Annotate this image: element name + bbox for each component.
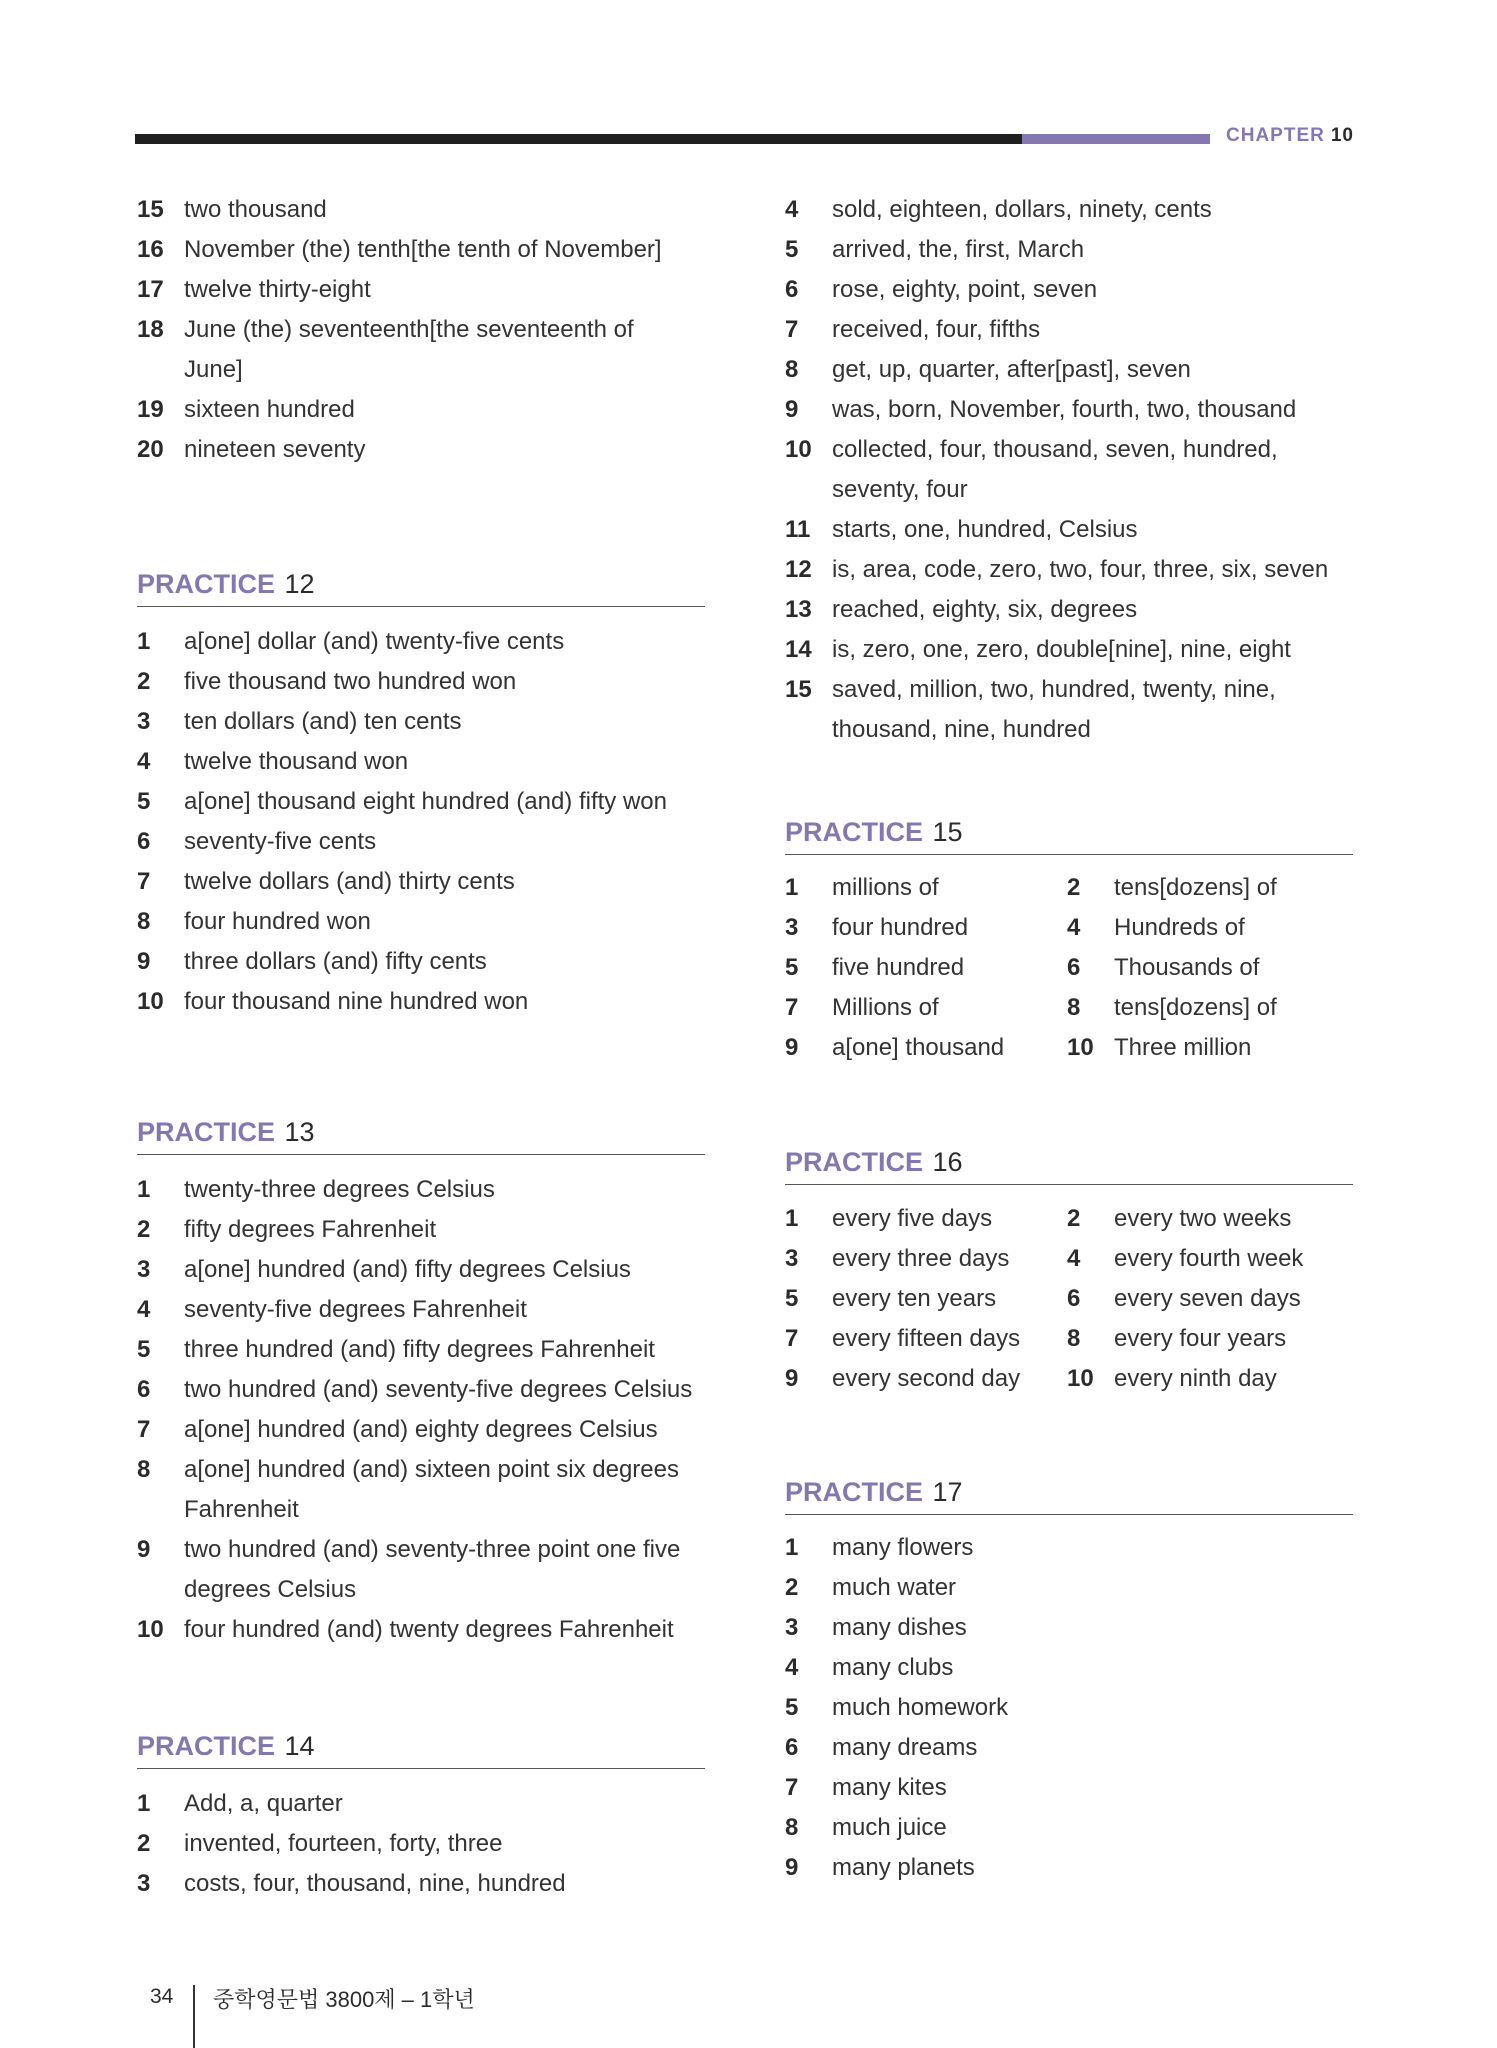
practice-15-list — [785, 868, 1353, 1068]
answer-row — [785, 948, 1353, 988]
item-number: 8 — [137, 908, 151, 935]
item-text: five thousand two hundred won — [184, 668, 517, 695]
practice-number: 16 — [932, 1147, 963, 1177]
item-text: a[one] hundred (and) sixteen point six degrees — [184, 1456, 679, 1483]
practice-17-heading — [785, 1470, 1353, 1515]
item-text: Thousands of — [1114, 954, 1260, 981]
item-text: June (the) seventeenth[the seventeenth of — [184, 316, 634, 343]
item-number: 15 — [785, 676, 812, 703]
answer-row — [137, 1170, 705, 1210]
item-text: three dollars (and) fifty cents — [184, 948, 487, 975]
answer-row — [785, 988, 1353, 1028]
item-number: 6 — [137, 828, 151, 855]
item-number: 6 — [785, 1734, 799, 1761]
item-text: every ten years — [832, 1285, 997, 1312]
item-text: June] — [184, 356, 243, 383]
item-number: 6 — [1067, 1285, 1081, 1312]
item-number: 20 — [137, 436, 164, 463]
item-text: saved, million, two, hundred, twenty, nine, — [832, 676, 1276, 703]
item-text: rose, eighty, point, seven — [832, 276, 1098, 303]
item-text: every ninth day — [1114, 1365, 1277, 1392]
practice-14-list-part1 — [137, 1784, 705, 1904]
item-number: 9 — [785, 1854, 799, 1881]
item-number: 1 — [137, 1176, 151, 1203]
item-text: every four years — [1114, 1325, 1287, 1352]
item-number: 9 — [785, 1365, 799, 1392]
item-number: 3 — [137, 1256, 151, 1283]
item-text: costs, four, thousand, nine, hundred — [184, 1870, 566, 1897]
answer-row — [137, 190, 705, 230]
item-number: 4 — [1067, 914, 1081, 941]
item-text: many planets — [832, 1854, 975, 1881]
item-number: 5 — [137, 1336, 151, 1363]
practice-17-list — [785, 1528, 1353, 1888]
item-text: four hundred — [832, 914, 969, 941]
answer-row — [785, 630, 1353, 670]
item-text: thousand, nine, hundred — [832, 716, 1091, 743]
answer-row — [785, 430, 1353, 470]
answer-row — [785, 1028, 1353, 1068]
practice-label: PRACTICE — [137, 1117, 276, 1147]
item-number: 7 — [137, 1416, 151, 1443]
item-number: 10 — [1067, 1034, 1094, 1061]
item-number: 8 — [1067, 1325, 1081, 1352]
item-number: 2 — [137, 1216, 151, 1243]
item-number: 18 — [137, 316, 164, 343]
item-text: was, born, November, fourth, two, thousand — [832, 396, 1297, 423]
item-number: 2 — [137, 1830, 151, 1857]
item-number: 3 — [785, 1245, 799, 1272]
answer-row — [137, 270, 705, 310]
practice-number: 17 — [932, 1477, 963, 1507]
item-text: seventy-five degrees Fahrenheit — [184, 1296, 527, 1323]
item-number: 15 — [137, 196, 164, 223]
item-number: 5 — [785, 1694, 799, 1721]
item-number: 1 — [785, 1534, 799, 1561]
footer-divider — [193, 1985, 195, 2048]
item-number: 5 — [785, 954, 799, 981]
item-number: 6 — [137, 1376, 151, 1403]
item-text: a[one] dollar (and) twenty-five cents — [184, 628, 565, 655]
item-number: 3 — [785, 914, 799, 941]
practice-label: PRACTICE — [785, 817, 924, 847]
answer-row — [137, 1370, 705, 1410]
item-number: 1 — [137, 1790, 151, 1817]
item-text: collected, four, thousand, seven, hundred, — [832, 436, 1278, 463]
answer-row — [785, 1568, 1353, 1608]
item-text: four thousand nine hundred won — [184, 988, 529, 1015]
answer-row — [137, 1610, 705, 1650]
item-number: 4 — [137, 748, 151, 775]
chapter-number: 10 — [1330, 125, 1354, 146]
answer-row — [785, 1199, 1353, 1239]
practice-16-list — [785, 1199, 1353, 1399]
item-text: sixteen hundred — [184, 396, 355, 423]
practice-16-heading — [785, 1140, 1353, 1185]
item-text: every second day — [832, 1365, 1021, 1392]
item-number: 13 — [785, 596, 812, 623]
practice-number: 13 — [284, 1117, 315, 1147]
item-number: 16 — [137, 236, 164, 263]
item-number: 12 — [785, 556, 812, 583]
answer-row — [785, 350, 1353, 390]
item-number: 10 — [137, 1616, 164, 1643]
item-text: every two weeks — [1114, 1205, 1292, 1232]
answer-row — [785, 590, 1353, 630]
answer-row — [785, 1279, 1353, 1319]
answer-row — [785, 550, 1353, 590]
item-number: 7 — [785, 1774, 799, 1801]
practice-label: PRACTICE — [137, 569, 276, 599]
answer-row — [785, 1319, 1353, 1359]
practice-12-heading — [137, 562, 705, 607]
item-number: 10 — [1067, 1365, 1094, 1392]
item-text: Add, a, quarter — [184, 1790, 343, 1817]
answer-row — [137, 1330, 705, 1370]
item-text: two hundred (and) seventy-five degrees Celsius — [184, 1376, 693, 1403]
item-text: tens[dozens] of — [1114, 874, 1277, 901]
item-text: starts, one, hundred, Celsius — [832, 516, 1138, 543]
item-number: 1 — [785, 874, 799, 901]
book-title: 중학영문법 3800제 – 1학년 — [213, 1987, 475, 2012]
item-text: four hundred (and) twenty degrees Fahrenheit — [184, 1616, 674, 1643]
answer-row — [137, 902, 705, 942]
answer-row — [137, 230, 705, 270]
item-text: many flowers — [832, 1534, 974, 1561]
answer-row — [785, 1768, 1353, 1808]
practice-14-list-part2 — [785, 190, 1353, 750]
item-number: 19 — [137, 396, 164, 423]
header-rule-dark — [135, 134, 1022, 144]
item-number: 2 — [137, 668, 151, 695]
item-number: 6 — [1067, 954, 1081, 981]
item-number: 9 — [785, 396, 799, 423]
item-text: five hundred — [832, 954, 965, 981]
item-text: twelve dollars (and) thirty cents — [184, 868, 515, 895]
answer-row — [137, 782, 705, 822]
item-text: every seven days — [1114, 1285, 1301, 1312]
practice-13-list — [137, 1170, 705, 1650]
answer-row — [137, 942, 705, 982]
item-number: 6 — [785, 276, 799, 303]
answer-row — [137, 1210, 705, 1250]
item-text: Millions of — [832, 994, 939, 1021]
item-text: a[one] thousand eight hundred (and) fifty won — [184, 788, 667, 815]
answer-row — [785, 1808, 1353, 1848]
answer-row — [785, 670, 1353, 710]
answer-row — [785, 1608, 1353, 1648]
answer-row — [785, 1688, 1353, 1728]
item-number: 3 — [785, 1614, 799, 1641]
item-text: sold, eighteen, dollars, ninety, cents — [832, 196, 1212, 223]
answer-row — [137, 662, 705, 702]
item-text: every fifteen days — [832, 1325, 1021, 1352]
answer-row — [785, 230, 1353, 270]
answer-row — [785, 510, 1353, 550]
item-text: ten dollars (and) ten cents — [184, 708, 462, 735]
answer-row — [785, 310, 1353, 350]
item-text: invented, fourteen, forty, three — [184, 1830, 503, 1857]
answer-row — [785, 190, 1353, 230]
answer-row — [137, 862, 705, 902]
answer-row — [785, 1239, 1353, 1279]
item-number: 9 — [137, 1536, 151, 1563]
item-number: 9 — [785, 1034, 799, 1061]
practice-14-heading — [137, 1724, 705, 1769]
answer-row — [137, 1250, 705, 1290]
item-text: fifty degrees Fahrenheit — [184, 1216, 437, 1243]
answer-row-continued — [137, 1570, 705, 1610]
answer-row — [785, 270, 1353, 310]
answer-row — [785, 1528, 1353, 1568]
answer-row — [137, 1530, 705, 1570]
answer-row — [137, 622, 705, 662]
item-text: two thousand — [184, 196, 327, 223]
item-text: received, four, fifths — [832, 316, 1041, 343]
practice-number: 14 — [284, 1731, 315, 1761]
answer-row — [785, 908, 1353, 948]
item-number: 14 — [785, 636, 812, 663]
item-text: three hundred (and) fifty degrees Fahrenheit — [184, 1336, 655, 1363]
item-number: 4 — [1067, 1245, 1081, 1272]
answer-row — [137, 430, 705, 470]
answer-row — [137, 822, 705, 862]
item-text: a[one] thousand — [832, 1034, 1005, 1061]
practice-number: 15 — [932, 817, 963, 847]
item-number: 5 — [785, 236, 799, 263]
item-number: 10 — [785, 436, 812, 463]
item-text: twenty-three degrees Celsius — [184, 1176, 495, 1203]
item-text: much homework — [832, 1694, 1009, 1721]
item-text: nineteen seventy — [184, 436, 366, 463]
item-number: 1 — [785, 1205, 799, 1232]
item-text: many dreams — [832, 1734, 978, 1761]
item-number: 17 — [137, 276, 164, 303]
answer-row — [137, 1290, 705, 1330]
item-number: 7 — [137, 868, 151, 895]
item-text: a[one] hundred (and) fifty degrees Celsius — [184, 1256, 631, 1283]
item-text: many clubs — [832, 1654, 954, 1681]
chapter-label — [1226, 125, 1378, 147]
item-number: 2 — [1067, 874, 1081, 901]
page-number: 34 — [150, 1985, 174, 2008]
item-text: arrived, the, first, March — [832, 236, 1085, 263]
practice-label: PRACTICE — [785, 1147, 924, 1177]
answer-row — [137, 1410, 705, 1450]
item-text: much water — [832, 1574, 957, 1601]
item-number: 2 — [785, 1574, 799, 1601]
item-number: 4 — [137, 1296, 151, 1323]
answers-continued — [137, 190, 705, 470]
item-text: Fahrenheit — [184, 1496, 299, 1523]
answer-row — [785, 1848, 1353, 1888]
item-number: 3 — [137, 708, 151, 735]
item-number: 9 — [137, 948, 151, 975]
answer-row — [785, 1648, 1353, 1688]
item-text: twelve thirty-eight — [184, 276, 371, 303]
item-number: 2 — [1067, 1205, 1081, 1232]
answer-row — [137, 982, 705, 1022]
item-text: every five days — [832, 1205, 993, 1232]
item-number: 10 — [137, 988, 164, 1015]
answer-row — [785, 1359, 1353, 1399]
answer-row — [137, 1824, 705, 1864]
answer-row-continued — [137, 1490, 705, 1530]
item-text: is, area, code, zero, two, four, three, six, seven — [832, 556, 1329, 583]
item-number: 4 — [785, 1654, 799, 1681]
item-text: every three days — [832, 1245, 1010, 1272]
item-text: tens[dozens] of — [1114, 994, 1277, 1021]
item-text: degrees Celsius — [184, 1576, 357, 1603]
item-text: Three million — [1114, 1034, 1252, 1061]
answer-row — [137, 1450, 705, 1490]
item-text: two hundred (and) seventy-three point one five — [184, 1536, 681, 1563]
item-number: 5 — [785, 1285, 799, 1312]
item-text: reached, eighty, six, degrees — [832, 596, 1138, 623]
item-number: 7 — [785, 316, 799, 343]
answer-row — [137, 1784, 705, 1824]
item-number: 3 — [137, 1870, 151, 1897]
item-number: 8 — [137, 1456, 151, 1483]
answer-row — [137, 310, 705, 350]
answer-row — [137, 1864, 705, 1904]
item-text: a[one] hundred (and) eighty degrees Celsius — [184, 1416, 658, 1443]
item-text: millions of — [832, 874, 939, 901]
item-text: four hundred won — [184, 908, 371, 935]
item-text: is, zero, one, zero, double[nine], nine, eight — [832, 636, 1291, 663]
item-number: 7 — [785, 1325, 799, 1352]
answer-row — [137, 702, 705, 742]
item-number: 8 — [785, 1814, 799, 1841]
item-text: November (the) tenth[the tenth of November] — [184, 236, 662, 263]
answer-row — [137, 390, 705, 430]
answer-row — [137, 742, 705, 782]
item-text: many dishes — [832, 1614, 967, 1641]
item-number: 8 — [785, 356, 799, 383]
practice-label: PRACTICE — [137, 1731, 276, 1761]
item-text: seventy-five cents — [184, 828, 377, 855]
item-text: get, up, quarter, after[past], seven — [832, 356, 1191, 383]
answer-row — [785, 868, 1353, 908]
answer-row-continued — [137, 350, 705, 390]
item-number: 4 — [785, 196, 799, 223]
practice-label: PRACTICE — [785, 1477, 924, 1507]
practice-13-heading — [137, 1110, 705, 1155]
item-text: every fourth week — [1114, 1245, 1304, 1272]
item-number: 8 — [1067, 994, 1081, 1021]
practice-15-heading — [785, 810, 1353, 855]
item-number: 11 — [785, 516, 811, 543]
answer-row-continued — [785, 470, 1353, 510]
answer-row — [785, 1728, 1353, 1768]
item-text: many kites — [832, 1774, 947, 1801]
answer-row — [785, 390, 1353, 430]
item-number: 5 — [137, 788, 151, 815]
item-text: much juice — [832, 1814, 947, 1841]
chapter-text: CHAPTER — [1226, 125, 1325, 146]
item-number: 7 — [785, 994, 799, 1021]
practice-12-list — [137, 622, 705, 1022]
header-rule-accent — [1022, 134, 1210, 144]
item-text: seventy, four — [832, 476, 968, 503]
practice-number: 12 — [284, 569, 315, 599]
item-text: twelve thousand won — [184, 748, 409, 775]
item-text: Hundreds of — [1114, 914, 1245, 941]
item-number: 1 — [137, 628, 151, 655]
answer-row-continued — [785, 710, 1353, 750]
